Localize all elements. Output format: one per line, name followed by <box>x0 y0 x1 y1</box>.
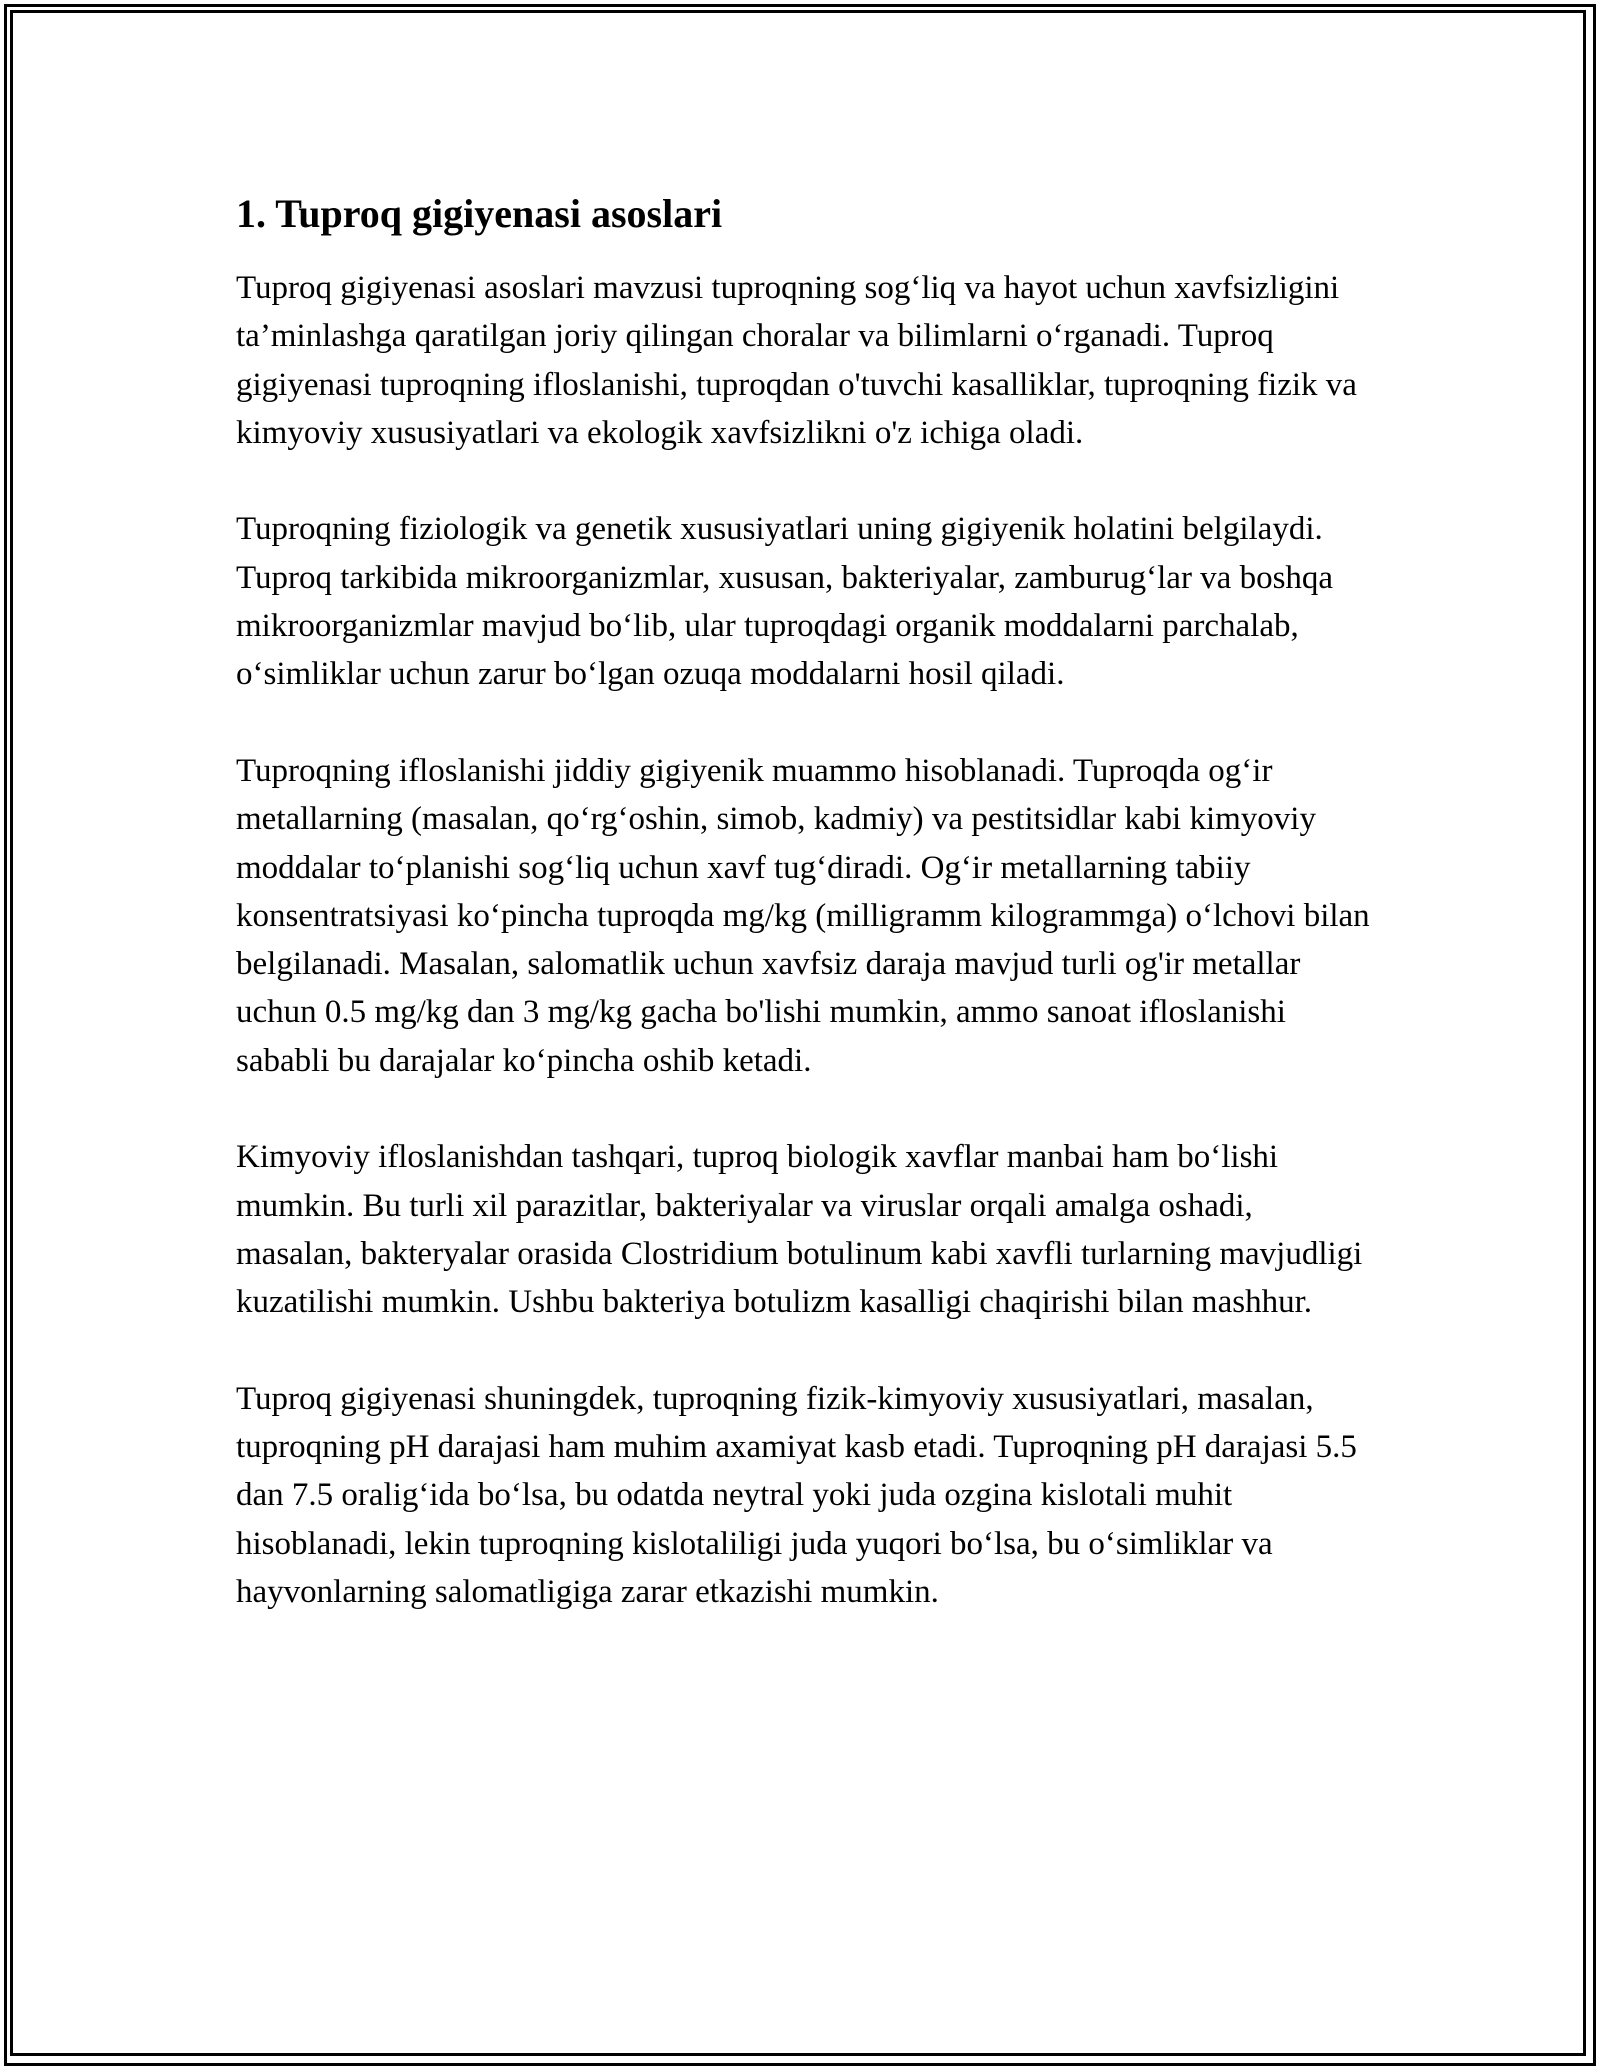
paragraph-biological-hazards: Kimyoviy ifloslanishdan tashqari, tuproq biologik xavflar manbai ham bo‘lishi mumkin. Bu turli xil parazitlar, bakteriyalar va viruslar orqali amalga oshadi, masalan, bakteryalar orasida Clostridium botulinum kabi xavfli turlarning mavjudligi kuzatilishi mumkin. Ushbu bakteriya botulizm kasalligi chaqirishi bilan mashhur. <box>236 1139 1363 1321</box>
document-body <box>236 188 1376 1665</box>
paragraph-intro: Tuproq gigiyenasi asoslari mavzusi tuproqning sog‘liq va hayot uchun xavfsizligini ta’minlashga qaratilgan joriy qilingan choralar va bilimlarni o‘rganadi. Tuproq gigiyenasi tuproqning ifloslanishi, tuproqdan o'tuvchi kasalliklar, tuproqning fizik va kimyoviy xususiyatlari va ekologik xavfsizlikni o'z ichiga oladi. <box>236 270 1357 451</box>
paragraph-properties: Tuproqning fiziologik va genetik xususiyatlari uning gigiyenik holatini belgilaydi. Tuproq tarkibida mikroorganizmlar, xususan, bakteriyalar, zamburug‘lar va boshqa mikroorganizmlar mavjud bo‘lib, ular tuproqdagi organik moddalarni parchalab, o‘simliklar uchun zarur bo‘lgan ozuqa moddalarni hosil qiladi. <box>236 511 1334 693</box>
section-title: 1. Tuproq gigiyenasi asoslari <box>236 191 723 236</box>
paragraph-ph-level: Tuproq gigiyenasi shuningdek, tuproqning fizik-kimyoviy xususiyatlari, masalan, tuproqning pH darajasi ham muhim axamiyat kasb etadi. Tuproqning pH darajasi 5.5 dan 7.5 oralig‘ida bo‘lsa, bu odatda neytral yoki juda ozgina kislotali muhit hisoblanadi, lekin tuproqning kislotaliligi juda yuqori bo‘lsa, bu o‘simliklar va hayvonlarning salomatligiga zarar etkazishi mumkin. <box>236 1380 1357 1611</box>
paragraph-pollution: Tuproqning ifloslanishi jiddiy gigiyenik muammo hisoblanadi. Tuproqda og‘ir metallarning (masalan, qo‘rg‘oshin, simob, kadmiy) va pestitsidlar kabi kimyoviy moddalar to‘planishi sog‘liq uchun xavf tug‘diradi. Og‘ir metallarning tabiiy konsentratsiyasi ko‘pincha tuproqda mg/kg (milligramm kilogrammga) o‘lchovi bilan belgilanadi. Masalan, salomatlik uchun xavfsiz daraja mavjud turli og'ir metallar uchun 0.5 mg/kg dan 3 mg/kg gacha bo'lishi mumkin, ammo sanoat ifloslanishi sababli bu darajalar ko‘pincha oshib ketadi. <box>236 752 1370 1079</box>
